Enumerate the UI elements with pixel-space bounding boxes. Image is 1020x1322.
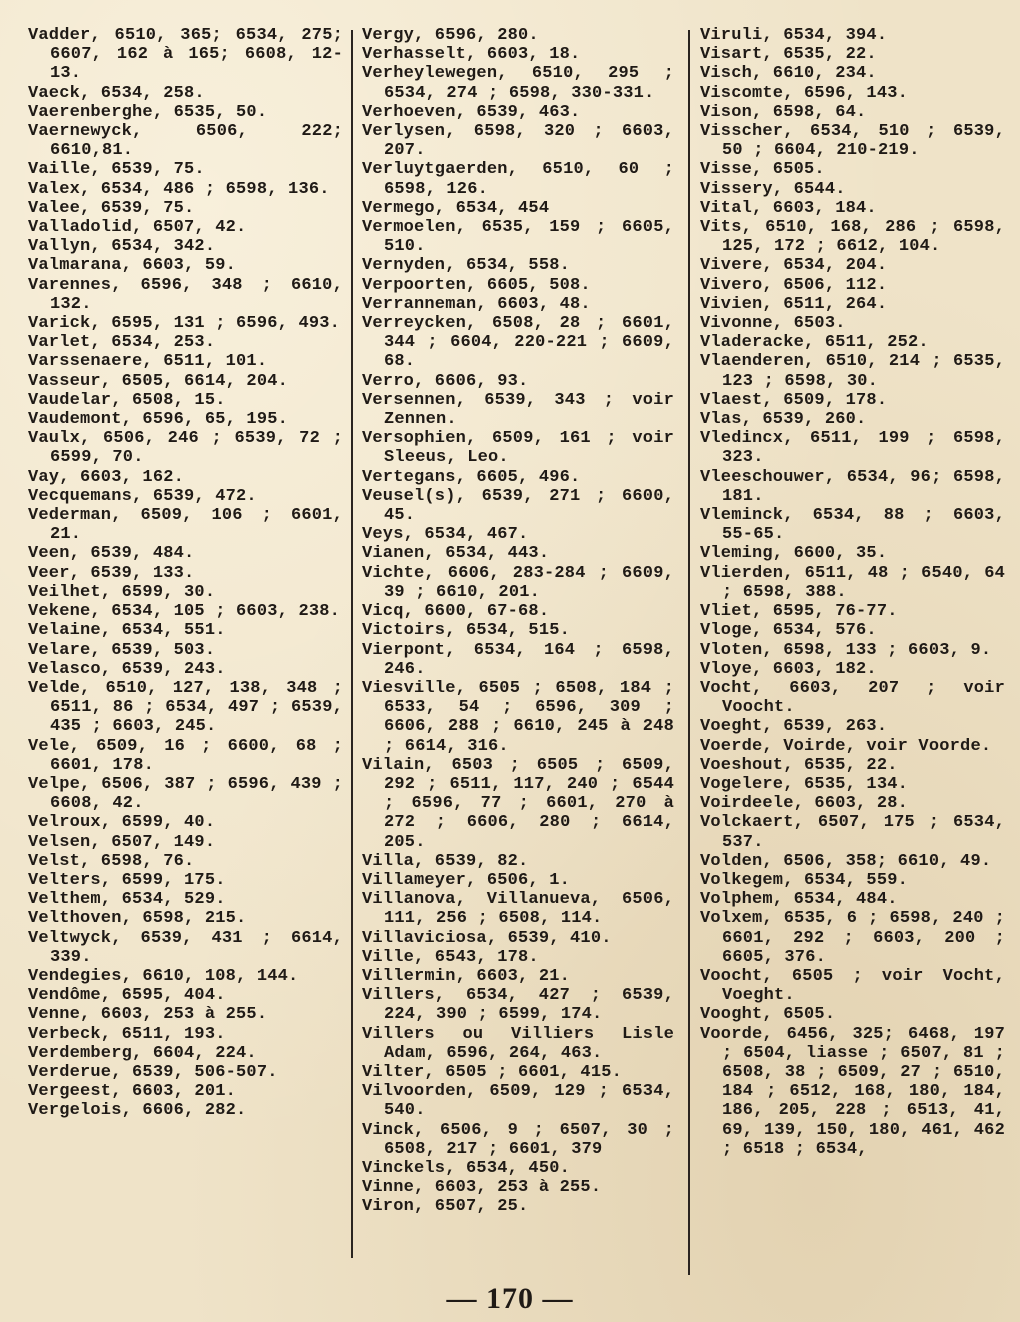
column-divider	[688, 30, 690, 1275]
index-entry: Verheylewegen, 6510, 295 ; 6534, 274 ; 6598, 330-331.	[362, 64, 674, 103]
index-entry: Valladolid, 6507, 42.	[28, 218, 247, 238]
index-entry: Villers ou Villiers Lisle Adam, 6596, 264, 463.	[362, 1024, 674, 1063]
index-entry: Vaerenberghe, 6535, 50.	[28, 102, 268, 122]
index-entry: Verranneman, 6603, 48.	[362, 294, 591, 314]
index-entry: Velroux, 6599, 40.	[28, 813, 216, 833]
index-entry: Vloye, 6603, 182.	[700, 659, 877, 679]
index-entry: Visart, 6535, 22.	[700, 45, 877, 65]
index-entry: Vecquemans, 6539, 472.	[28, 486, 257, 506]
index-entry: Verhoeven, 6539, 463.	[362, 102, 581, 122]
index-entry: Versophien, 6509, 161 ; voir Sleeus, Leo.	[362, 429, 674, 468]
index-entry: Vladeracke, 6511, 252.	[700, 333, 929, 353]
index-entry: Veltwyck, 6539, 431 ; 6614, 339.	[28, 928, 343, 967]
index-entry: Vital, 6603, 184.	[700, 198, 877, 218]
index-entry: Visse, 6505.	[700, 160, 825, 180]
index-entry: Voeshout, 6535, 22.	[700, 755, 898, 775]
index-entry: Verpoorten, 6605, 508.	[362, 275, 591, 295]
index-entry: Vison, 6598, 64.	[700, 102, 867, 122]
index-entry: Vernyden, 6534, 558.	[362, 256, 571, 276]
index-entry: Vaille, 6539, 75.	[28, 160, 205, 180]
index-entry: Vadder, 6510, 365; 6534, 275; 6607, 162 à 165; 6608, 12-13.	[28, 26, 343, 84]
index-entry: Vloge, 6534, 576.	[700, 621, 877, 641]
index-entry: Villaviciosa, 6539, 410.	[362, 928, 612, 948]
index-entry: Villameyer, 6506, 1.	[362, 870, 571, 890]
index-entry: Verbeck, 6511, 193.	[28, 1024, 226, 1044]
index-entry: Vivere, 6534, 204.	[700, 256, 888, 276]
index-entry: Vliet, 6595, 76-77.	[700, 602, 898, 622]
index-entry: Veilhet, 6599, 30.	[28, 582, 216, 602]
index-entry: Victoirs, 6534, 515.	[362, 621, 571, 641]
index-entry: Vaudemont, 6596, 65, 195.	[28, 410, 289, 430]
index-entry: Visscher, 6534, 510 ; 6539, 50 ; 6604, 210-219.	[700, 122, 1005, 161]
index-entry: Viscomte, 6596, 143.	[700, 83, 909, 103]
index-column-3	[700, 26, 1005, 1159]
index-entry: Vivien, 6511, 264.	[700, 294, 888, 314]
index-entry: Vleminck, 6534, 88 ; 6603, 55-65.	[700, 506, 1005, 545]
index-entry: Vlaest, 6509, 178.	[700, 390, 888, 410]
index-entry: Varick, 6595, 131 ; 6596, 493.	[28, 314, 341, 334]
index-entry: Velthem, 6534, 529.	[28, 890, 226, 910]
index-entry: Vledincx, 6511, 199 ; 6598, 323.	[700, 429, 1005, 468]
index-entry: Voorde, 6456, 325; 6468, 197 ; 6504, liasse ; 6507, 81 ; 6508, 38 ; 6509, 27 ; 6510, 184 ; 6512, 168, 180, 184, 186, 205, 228 ; 6513, 41, 69, 139, 150, 180, 461, 462 ; 6518 ; 6534,	[700, 1024, 1005, 1159]
index-entry: Vilter, 6505 ; 6601, 415.	[362, 1062, 623, 1082]
index-entry: Volphem, 6534, 484.	[700, 890, 898, 910]
index-entry: Vicq, 6600, 67-68.	[362, 602, 550, 622]
index-entry: Verhasselt, 6603, 18.	[362, 45, 581, 65]
index-entry: Viesville, 6505 ; 6508, 184 ; 6533, 54 ; 6596, 309 ; 6606, 288 ; 6610, 245 à 248 ; 6614, 316.	[362, 678, 674, 756]
index-entry: Voerde, Voirde, voir Voorde.	[700, 736, 992, 756]
index-entry: Vlaenderen, 6510, 214 ; 6535, 123 ; 6598, 30.	[700, 352, 1005, 391]
index-entry: Varlet, 6534, 253.	[28, 333, 216, 353]
index-entry: Vlas, 6539, 260.	[700, 410, 867, 430]
index-entry: Vianen, 6534, 443.	[362, 544, 550, 564]
index-entry: Vele, 6509, 16 ; 6600, 68 ; 6601, 178.	[28, 736, 343, 775]
index-entry: Volkegem, 6534, 559.	[700, 870, 909, 890]
index-entry: Vleming, 6600, 35.	[700, 544, 888, 564]
index-entry: Voirdeele, 6603, 28.	[700, 794, 909, 814]
index-entry: Vleeschouwer, 6534, 96; 6598, 181.	[700, 467, 1005, 506]
index-entry: Velpe, 6506, 387 ; 6596, 439 ; 6608, 42.	[28, 774, 343, 814]
index-entry: Velst, 6598, 76.	[28, 851, 195, 871]
index-entry: Visch, 6610, 234.	[700, 64, 877, 84]
index-entry: Vederman, 6509, 106 ; 6601, 21.	[28, 506, 343, 545]
index-column-2	[362, 26, 674, 1217]
index-entry: Vits, 6510, 168, 286 ; 6598, 125, 172 ; 6612, 104.	[700, 218, 1005, 257]
index-entry: Varssenaere, 6511, 101.	[28, 352, 268, 372]
index-entry: Varennes, 6596, 348 ; 6610, 132.	[28, 275, 343, 314]
index-entry: Veys, 6534, 467.	[362, 525, 529, 545]
index-entry: Vaernewyck, 6506, 222; 6610,81.	[28, 122, 343, 161]
index-entry: Veen, 6539, 484.	[28, 544, 195, 564]
index-entry: Viruli, 6534, 394.	[700, 26, 888, 45]
index-entry: Villa, 6539, 82.	[362, 851, 529, 871]
index-entry: Vallyn, 6534, 342.	[28, 237, 216, 257]
index-entry: Velters, 6599, 175.	[28, 870, 226, 890]
column-divider	[351, 30, 353, 1258]
index-entry: Vay, 6603, 162.	[28, 467, 185, 487]
index-entry: Vierpont, 6534, 164 ; 6598, 246.	[362, 640, 674, 679]
index-entry: Vivonne, 6503.	[700, 314, 846, 334]
index-entry: Vergelois, 6606, 282.	[28, 1101, 247, 1121]
index-entry: Vasseur, 6505, 6614, 204.	[28, 371, 289, 391]
index-entry: Villanova, Villanueva, 6506, 111, 256 ; 6508, 114.	[362, 890, 674, 929]
index-entry: Vergeest, 6603, 201.	[28, 1082, 237, 1102]
index-entry: Volxem, 6535, 6 ; 6598, 240 ; 6601, 292 ; 6603, 200 ; 6605, 376.	[700, 909, 1005, 967]
index-entry: Valmarana, 6603, 59.	[28, 256, 237, 276]
index-entry: Vissery, 6544.	[700, 179, 846, 199]
index-entry: Vilain, 6503 ; 6505 ; 6509, 292 ; 6511, 117, 240 ; 6544 ; 6596, 77 ; 6601, 270 à 272 ; 6606, 280 ; 6614, 205.	[362, 755, 674, 852]
index-entry: Vendôme, 6595, 404.	[28, 986, 226, 1006]
index-entry: Volden, 6506, 358; 6610, 49.	[700, 851, 992, 871]
index-entry: Verro, 6606, 93.	[362, 371, 529, 391]
index-entry: Verderue, 6539, 506-507.	[28, 1062, 278, 1082]
index-entry: Verluytgaerden, 6510, 60 ; 6598, 126.	[362, 160, 674, 199]
index-entry: Vermoelen, 6535, 159 ; 6605, 510.	[362, 218, 674, 257]
index-entry: Vinckels, 6534, 450.	[362, 1158, 571, 1178]
index-column-1	[28, 26, 343, 1121]
index-entry: Viron, 6507, 25.	[362, 1197, 529, 1217]
index-entry: Vivero, 6506, 112.	[700, 275, 888, 295]
index-entry: Valex, 6534, 486 ; 6598, 136.	[28, 179, 330, 199]
index-entry: Velde, 6510, 127, 138, 348 ; 6511, 86 ; 6534, 497 ; 6539, 435 ; 6603, 245.	[28, 678, 343, 737]
index-entry: Velsen, 6507, 149.	[28, 832, 216, 852]
page-number: — 170 —	[446, 1282, 574, 1315]
index-entry: Vergy, 6596, 280.	[362, 26, 539, 45]
index-entry: Volckaert, 6507, 175 ; 6534, 537.	[700, 813, 1005, 852]
index-entry: Vooght, 6505.	[700, 1005, 836, 1025]
index-entry: Voeght, 6539, 263.	[700, 717, 888, 737]
index-entry: Vaulx, 6506, 246 ; 6539, 72 ; 6599, 70.	[28, 429, 343, 468]
index-entry: Venne, 6603, 253 à 255.	[28, 1005, 268, 1025]
index-entry: Vekene, 6534, 105 ; 6603, 238.	[28, 602, 341, 622]
index-entry: Vichte, 6606, 283-284 ; 6609, 39 ; 6610, 201.	[362, 563, 674, 602]
index-entry: Versennen, 6539, 343 ; voir Zennen.	[362, 390, 674, 430]
index-entry: Velasco, 6539, 243.	[28, 659, 226, 679]
index-entry: Veer, 6539, 133.	[28, 563, 195, 583]
index-entry: Vinne, 6603, 253 à 255.	[362, 1178, 602, 1198]
index-entry: Ville, 6543, 178.	[362, 947, 539, 967]
index-entry: Vilvoorden, 6509, 129 ; 6534, 540.	[362, 1082, 674, 1121]
index-entry: Villermin, 6603, 21.	[362, 966, 571, 986]
index-entry: Vertegans, 6605, 496.	[362, 467, 581, 487]
index-entry: Vaeck, 6534, 258.	[28, 83, 205, 103]
index-entry: Vermego, 6534, 454	[362, 198, 550, 218]
index-entry: Veusel(s), 6539, 271 ; 6600, 45.	[362, 486, 674, 526]
index-entry: Vlierden, 6511, 48 ; 6540, 64 ; 6598, 388.	[700, 563, 1005, 602]
index-entry: Vogelere, 6535, 134.	[700, 774, 909, 794]
index-entry: Vloten, 6598, 133 ; 6603, 9.	[700, 640, 992, 660]
index-entry: Villers, 6534, 427 ; 6539, 224, 390 ; 6599, 174.	[362, 986, 674, 1025]
index-entry: Verdemberg, 6604, 224.	[28, 1043, 257, 1063]
index-entry: Valee, 6539, 75.	[28, 198, 195, 218]
index-entry: Voocht, 6505 ; voir Vocht, Voeght.	[700, 966, 1005, 1006]
index-entry: Verlysen, 6598, 320 ; 6603, 207.	[362, 122, 674, 161]
index-entry: Vaudelar, 6508, 15.	[28, 390, 226, 410]
index-entry: Velthoven, 6598, 215.	[28, 909, 247, 929]
index-entry: Verreycken, 6508, 28 ; 6601, 344 ; 6604, 220-221 ; 6609, 68.	[362, 314, 674, 372]
index-entry: Velare, 6539, 503.	[28, 640, 216, 660]
index-entry: Vendegies, 6610, 108, 144.	[28, 966, 299, 986]
index-entry: Vocht, 6603, 207 ; voir Voocht.	[700, 678, 1005, 718]
index-entry: Vinck, 6506, 9 ; 6507, 30 ; 6508, 217 ; 6601, 379	[362, 1120, 674, 1159]
index-entry: Velaine, 6534, 551.	[28, 621, 226, 641]
